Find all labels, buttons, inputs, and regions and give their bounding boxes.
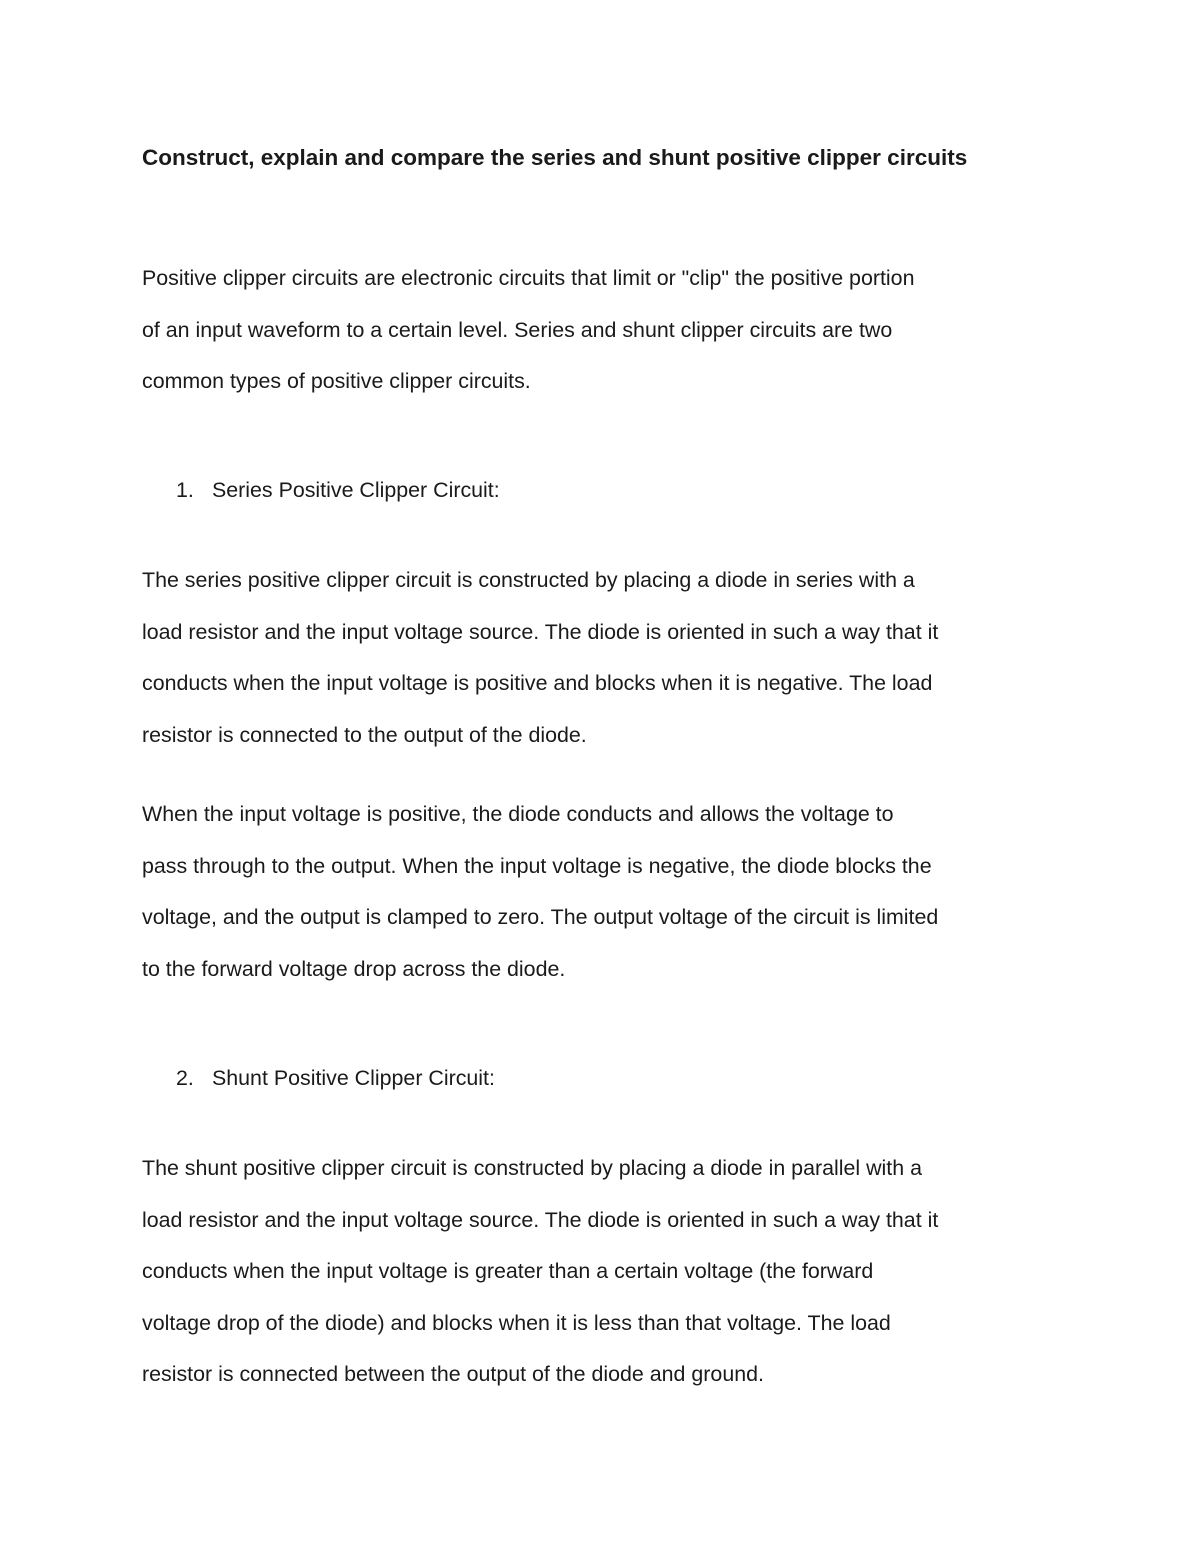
section-heading-series <box>176 475 500 505</box>
text-line: to the forward voltage drop across the diode. <box>142 956 566 981</box>
series-paragraph-operation <box>142 789 1082 995</box>
text-line: common types of positive clipper circuits. <box>142 369 531 393</box>
text-line: pass through to the output. When the input voltage is negative, the diode blocks the <box>142 853 932 878</box>
series-paragraph-construction <box>142 555 1082 761</box>
document-title: Construct, explain and compare the series and shunt positive clipper circuits <box>142 145 968 170</box>
text-line: conducts when the input voltage is positive and blocks when it is negative. The load <box>142 671 933 695</box>
list-number: 2. <box>176 1066 194 1090</box>
text-line: The shunt positive clipper circuit is constructed by placing a diode in parallel with a <box>142 1156 922 1180</box>
intro-paragraph <box>142 253 1082 408</box>
text-line: load resistor and the input voltage source. The diode is oriented in such a way that it <box>142 619 939 644</box>
section-heading-shunt <box>176 1063 495 1093</box>
text-line: of an input waveform to a certain level. Series and shunt clipper circuits are two <box>142 317 893 342</box>
section-heading-label: Series Positive Clipper Circuit: <box>212 478 500 502</box>
list-number: 1. <box>176 478 194 502</box>
text-line: Positive clipper circuits are electronic circuits that limit or "clip" the positive portion <box>142 266 915 290</box>
text-line: resistor is connected to the output of the diode. <box>142 722 587 747</box>
text-line: The series positive clipper circuit is constructed by placing a diode in series with a <box>142 568 915 592</box>
section-heading-label: Shunt Positive Clipper Circuit: <box>212 1066 495 1090</box>
text-line: voltage, and the output is clamped to zero. The output voltage of the circuit is limited <box>142 905 939 929</box>
shunt-paragraph-construction <box>142 1143 1082 1401</box>
text-line: conducts when the input voltage is greater than a certain voltage (the forward <box>142 1259 874 1283</box>
text-line: resistor is connected between the output of the diode and ground. <box>142 1362 764 1386</box>
text-line: voltage drop of the diode) and blocks when it is less than that voltage. The load <box>142 1310 891 1335</box>
text-line: When the input voltage is positive, the diode conducts and allows the voltage to <box>142 802 894 826</box>
text-line: load resistor and the input voltage source. The diode is oriented in such a way that it <box>142 1207 939 1232</box>
